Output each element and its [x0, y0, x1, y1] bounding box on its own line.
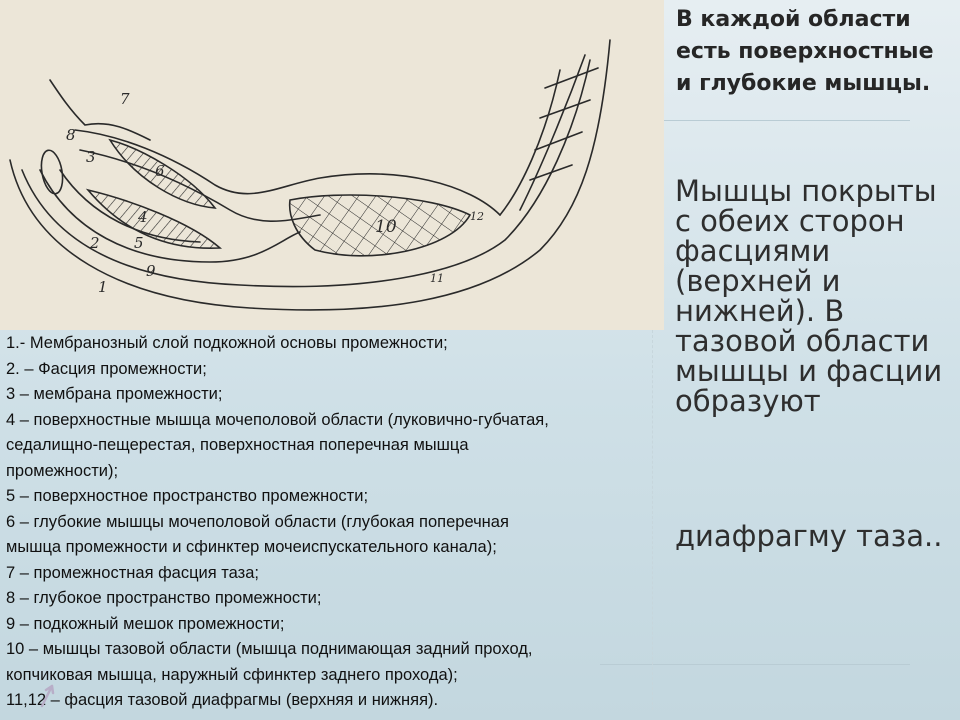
legend-line: 6 – глубокие мышцы мочеполовой области (глубокая поперечная — [6, 512, 509, 531]
figure-label: 1 — [98, 278, 108, 296]
figure-label: 9 — [146, 262, 156, 280]
legend-line: 9 – подкожный мешок промежности; — [6, 614, 285, 633]
legend-line: 5 – поверхностное пространство промежности; — [6, 487, 369, 505]
legend-line: мышца промежности и сфинктер мочеиспускательного канала); — [6, 538, 497, 556]
figure-label: 11 — [430, 272, 444, 285]
slide-heading: В каждой области есть поверхностные и глубокие мышцы. — [676, 7, 934, 96]
figure-label: 10 — [375, 217, 397, 237]
legend-line: 11,12 – фасция тазовой диафрагмы (верхняя и нижняя). — [6, 691, 439, 709]
figure-label: 3 — [86, 148, 96, 166]
legend-line: 3 – мембрана промежности; — [6, 385, 223, 403]
legend-line: седалищно-пещерестая, поверхностная поперечная мышца — [6, 436, 469, 454]
perineum-drawing — [0, 0, 664, 330]
figure-label: 5 — [134, 234, 144, 252]
slide-body-text-2: диафрагму таза.. — [675, 519, 943, 553]
arrow-icon[interactable] — [38, 680, 60, 710]
figure-label: 7 — [120, 90, 130, 108]
legend-line: 4 – поверхностные мышца мочеполовой области (луковично-губчатая, — [6, 410, 549, 429]
figure-label: 2 — [90, 234, 100, 252]
figure-label: 6 — [155, 162, 165, 180]
legend-line: 1.- Мембранозный слой подкожной основы промежности; — [6, 334, 448, 352]
figure-legend — [6, 331, 726, 714]
figure-label: 8 — [66, 126, 76, 144]
figure-label: 4 — [138, 208, 148, 226]
anatomy-figure — [0, 0, 664, 330]
divider-line — [664, 120, 910, 121]
legend-line: промежности); — [6, 461, 119, 480]
legend-line: 8 – глубокое пространство промежности; — [6, 589, 322, 607]
legend-line: 7 – промежностная фасция таза; — [6, 563, 259, 582]
slide-body-text: Мышцы покрыты с обеих сторон фасциями (верхней и нижней). В тазовой области мышцы и фасции образуют — [675, 174, 943, 418]
legend-line: копчиковая мышца, наружный сфинктер заднего прохода); — [6, 665, 458, 684]
figure-label: 12 — [470, 210, 484, 223]
legend-line: 10 – мышцы тазовой области (мышца поднимающая задний проход, — [6, 640, 533, 658]
legend-line: 2. – Фасция промежности; — [6, 359, 207, 378]
